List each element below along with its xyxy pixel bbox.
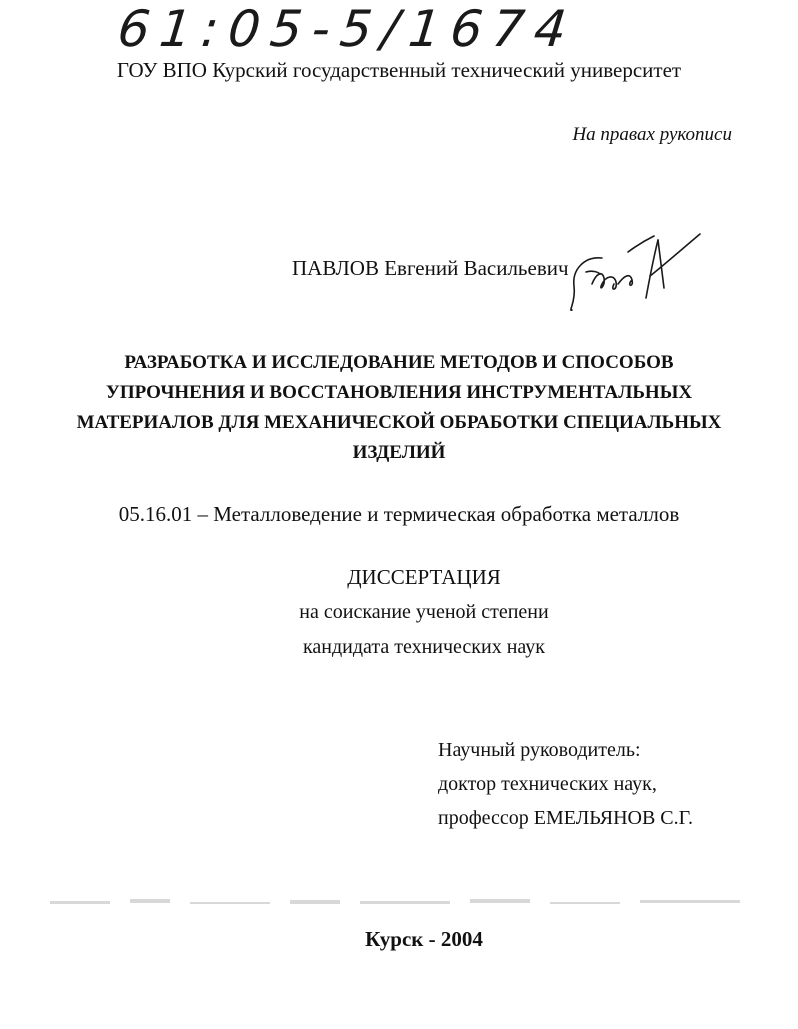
advisor-line: доктор технических наук, [438,773,657,795]
thesis-title-line: УПРОЧНЕНИЯ И ВОССТАНОВЛЕНИЯ ИНСТРУМЕНТАЛЬНЫХ [105,382,693,403]
city-and-year: Курск - 2004 [365,927,483,951]
document-type: ДИССЕРТАЦИЯ [347,565,501,589]
scan-artifact-band [40,893,760,915]
thesis-title [0,348,798,468]
advisor-line: Научный руководитель: [438,739,641,761]
manuscript-rights-note: На правах рукописи [572,124,732,145]
advisor-line: профессор ЕМЕЛЬЯНОВ С.Г. [438,807,693,829]
author-signature [562,226,704,318]
thesis-title-line: ИЗДЕЛИЙ [352,442,446,463]
scientific-advisor [438,733,693,835]
degree-line: на соискание ученой степени [299,601,549,623]
degree-line: кандидата технических наук [302,636,546,658]
thesis-title-line: МАТЕРИАЛОВ ДЛЯ МЕХАНИЧЕСКОЙ ОБРАБОТКИ СПЕЦИАЛЬНЫХ [76,412,722,433]
handwritten-catalog-number: 61:05-5/1674 [114,0,580,58]
university-name: ГОУ ВПО Курский государственный технический университет [116,58,682,82]
author-name: ПАВЛОВ Евгений Васильевич [292,256,569,280]
thesis-title-line: РАЗРАБОТКА И ИССЛЕДОВАНИЕ МЕТОДОВ И СПОСОБОВ [124,352,674,373]
specialty-code: 05.16.01 – Металловедение и термическая обработка металлов [118,502,680,526]
